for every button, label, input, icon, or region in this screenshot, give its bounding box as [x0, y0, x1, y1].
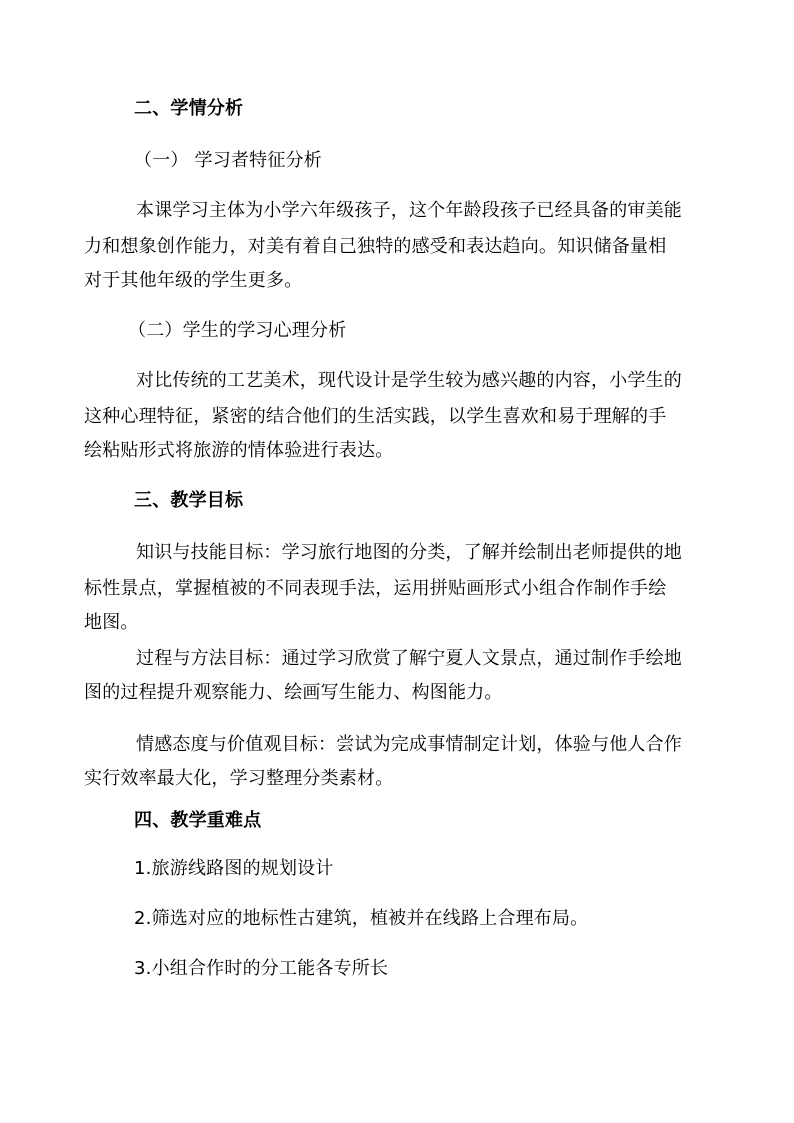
paragraph-line: 地图。: [84, 612, 139, 633]
paragraph-line: 过程与方法目标：通过学习欣赏了解宁夏人文景点，通过制作手绘地: [136, 648, 682, 669]
list-item: 3.小组合作时的分工能各专所长: [134, 958, 389, 979]
paragraph-line: 实行效率最大化，学习整理分类素材。: [84, 768, 394, 789]
list-item: 2.筛选对应的地标性古建筑，植被并在线路上合理布局。: [134, 908, 589, 929]
section-heading-4: 四、教学重难点: [134, 810, 262, 831]
paragraph-line: 标性景点，掌握植被的不同表现手法，运用拼贴画形式小组合作制作手绘: [84, 578, 667, 599]
paragraph-line: 绘粘贴形式将旅游的情体验进行表达。: [84, 440, 394, 461]
paragraph-line: 这种心理特征，紧密的结合他们的生活实践，以学生喜欢和易于理解的手: [84, 406, 667, 427]
paragraph-line: 图的过程提升观察能力、绘画写生能力、构图能力。: [84, 682, 503, 703]
subheading-learner-traits: （一） 学习者特征分析: [134, 150, 322, 171]
paragraph-line: 情感态度与价值观目标：尝试为完成事情制定计划，体验与他人合作: [136, 734, 682, 755]
paragraph-line: 对于其他年级的学生更多。: [84, 270, 303, 291]
section-heading-2: 二、学情分析: [134, 98, 244, 119]
list-item: 1.旅游线路图的规划设计: [134, 858, 334, 879]
section-heading-3: 三、教学目标: [134, 490, 244, 511]
paragraph-line: 力和想象创作能力，对美有着自己独特的感受和表达趋向。知识储备量相: [84, 236, 667, 257]
paragraph-line: 本课学习主体为小学六年级孩子，这个年龄段孩子已经具备的审美能: [136, 200, 682, 221]
paragraph-line: 知识与技能目标：学习旅行地图的分类，了解并绘制出老师提供的地: [136, 542, 682, 563]
subheading-learning-psychology: （二）学生的学习心理分析: [128, 320, 347, 341]
paragraph-line: 对比传统的工艺美术，现代设计是学生较为感兴趣的内容，小学生的: [136, 370, 682, 391]
